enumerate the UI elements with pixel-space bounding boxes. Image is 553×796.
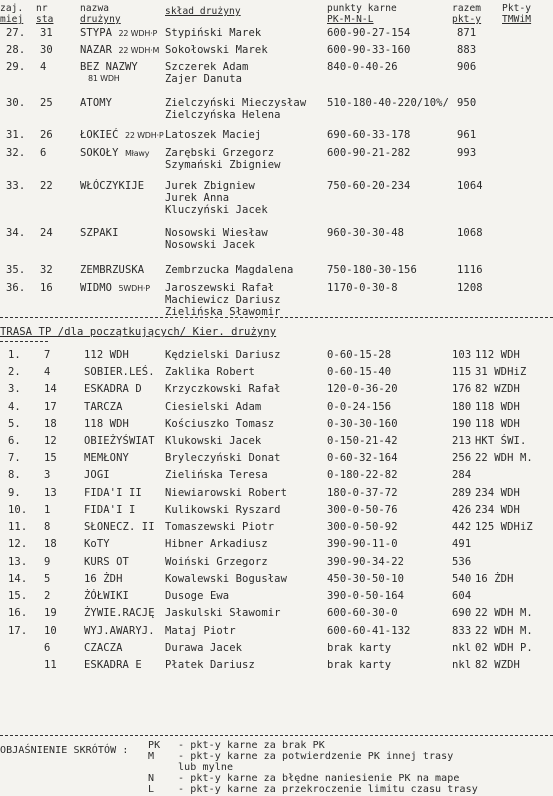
row-place: 8. (8, 469, 21, 481)
row-member-name: Machiewicz Dariusz (165, 294, 281, 306)
row-start-number: 4 (40, 61, 47, 73)
row-team-name: WYJ.AWARYJ. (84, 625, 155, 637)
row-start-number: 2 (44, 590, 51, 602)
row-team-name: ESKADRA E (84, 659, 142, 671)
header-extra: Pkt-y (502, 3, 532, 14)
row-member-name: Kościuszko Tomasz (165, 418, 275, 430)
row-start-number: 8 (44, 521, 51, 533)
section-2-title: TRASA TP /dla początkujących/ Kier. drużyny (0, 326, 277, 338)
row-start-number: 11 (44, 659, 57, 671)
row-team-name: NAZAR 22 WDH·M (80, 44, 160, 56)
row-team-name: WŁÓCZYKIJE (80, 180, 145, 192)
row-penalties: 0-60-32-164 (327, 452, 398, 464)
row-team-name: 118 WDH (84, 418, 129, 430)
row-team-name: SOKOŁY Mławy (80, 147, 150, 159)
row-member-name: Mataj Piotr (165, 625, 236, 637)
row-member-name: Stypiński Marek (165, 27, 262, 39)
row-start-number: 4 (44, 366, 51, 378)
row-start-number: 30 (40, 44, 53, 56)
row-penalties: 300-0-50-92 (327, 521, 398, 533)
row-member-name: Niewiarowski Robert (165, 487, 288, 499)
row-member-name: Latoszek Maciej (165, 129, 262, 141)
row-place: 10. (8, 504, 28, 516)
row-place: 29. (6, 61, 26, 73)
row-penalties: 0-30-30-160 (327, 418, 398, 430)
row-start-number: 26 (40, 129, 53, 141)
row-place: 17. (8, 625, 28, 637)
row-team-name: 16 ŻDH (84, 573, 123, 585)
row-team-name: SOBIER.LEŚ. (84, 366, 155, 378)
row-start-number: 12 (44, 435, 57, 447)
row-member-name: Zajer Danuta (165, 73, 243, 85)
row-team-name: 112 WDH (84, 349, 129, 361)
row-total: 540 (452, 573, 472, 585)
row-member-name: Kluczyński Jacek (165, 204, 268, 216)
header-place: zaj. (0, 3, 24, 14)
row-place: 1. (8, 349, 21, 361)
row-place: 15. (8, 590, 28, 602)
row-total: 1064 (457, 180, 483, 192)
row-total: 871 (457, 27, 477, 39)
row-member-name: Kędzielski Dariusz (165, 349, 281, 361)
row-member-name: Jurek Anna (165, 192, 230, 204)
row-penalties: 180-0-37-72 (327, 487, 398, 499)
row-penalties: 750-180-30-156 (327, 264, 417, 276)
header-members: skład drużyny (165, 6, 241, 17)
row-member-name: Zielińska Teresa (165, 469, 268, 481)
row-member-name: Jaroszewski Rafał (165, 282, 275, 294)
row-team-name: CZACZA (84, 642, 123, 654)
row-place: 12. (8, 538, 28, 550)
header-penalties: punkty karne (327, 3, 397, 14)
row-penalties: 0-180-22-82 (327, 469, 398, 481)
legend-key: L (148, 784, 155, 795)
row-member-name: Zembrzucka Magdalena (165, 264, 294, 276)
row-member-name: Durawa Jacek (165, 642, 243, 654)
row-start-number: 14 (44, 383, 57, 395)
row-total: 1116 (457, 264, 483, 276)
row-total: 426 (452, 504, 472, 516)
row-extra-points: 22 WDH M. (475, 452, 533, 464)
row-team-name: ŁOKIEĆ 22 WDH·P (80, 129, 164, 141)
row-member-name: Zielczyńska Helena (165, 109, 281, 121)
row-penalties: 0-0-24-156 (327, 401, 392, 413)
row-member-name: Bryleczyński Donat (165, 452, 281, 464)
row-place: 5. (8, 418, 21, 430)
row-place: 7. (8, 452, 21, 464)
legend-key: N (148, 773, 155, 784)
row-total: 961 (457, 129, 477, 141)
row-penalties: 390-0-50-164 (327, 590, 405, 602)
row-team-name: STYPA 22 WDH·P (80, 27, 158, 39)
header-start-2: sta (36, 14, 54, 25)
row-place: 28. (6, 44, 26, 56)
row-team-name: ESKADRA D (84, 383, 142, 395)
row-team-handwritten-note: 81 WDH (88, 74, 120, 83)
row-member-name: Woiński Grzegorz (165, 556, 268, 568)
row-total: 1068 (457, 227, 483, 239)
row-team-name: ATOMY (80, 97, 113, 109)
row-total: 442 (452, 521, 472, 533)
row-penalties: 0-150-21-42 (327, 435, 398, 447)
row-penalties: 390-90-11-0 (327, 538, 398, 550)
row-place: 36. (6, 282, 26, 294)
row-penalties: 750-60-20-234 (327, 180, 411, 192)
row-team-name: TARCZA (84, 401, 123, 413)
row-member-name: Tomaszewski Piotr (165, 521, 275, 533)
row-member-name: Jurek Zbigniew (165, 180, 255, 192)
row-start-number: 9 (44, 556, 51, 568)
row-place: 4. (8, 401, 21, 413)
row-total: 213 (452, 435, 472, 447)
row-total: 103 (452, 349, 472, 361)
legend-text: - pkt-y karne za przekroczenie limitu czasu trasy (178, 784, 478, 795)
header-extra-2: TMWiM (502, 14, 532, 25)
row-extra-points: 02 WDH P. (475, 642, 533, 654)
row-team-name: FIDA'I I (84, 504, 136, 516)
row-extra-points: HKT ŚWI. (475, 435, 527, 447)
row-place: 30. (6, 97, 26, 109)
row-penalties: 600-90-33-160 (327, 44, 411, 56)
header-team-2: drużyny (80, 14, 121, 25)
row-place: 6. (8, 435, 21, 447)
row-penalties: 690-60-33-178 (327, 129, 411, 141)
row-member-name: Zielczyński Mieczysław (165, 97, 307, 109)
row-extra-points: 82 WZDH (475, 383, 520, 395)
row-penalties: 120-0-36-20 (327, 383, 398, 395)
legend-text: lub mylne (178, 762, 234, 773)
row-total: 906 (457, 61, 477, 73)
row-start-number: 6 (44, 642, 51, 654)
row-penalties: 600-60-30-0 (327, 607, 398, 619)
row-start-number: 31 (40, 27, 53, 39)
row-team-handwritten-note: 22 WDH·P (118, 29, 158, 38)
row-total: 256 (452, 452, 472, 464)
legend-title: OBJAŚNIENIE SKRÓTÓW : (0, 745, 129, 756)
row-team-handwritten-note: Mławy (124, 149, 150, 158)
row-total: 115 (452, 366, 472, 378)
row-place: 13. (8, 556, 28, 568)
legend-text: - pkt-y karne za brak PK (178, 740, 325, 751)
row-penalties: 510-180-40-220/10%/ (327, 97, 450, 109)
row-penalties: 300-0-50-76 (327, 504, 398, 516)
row-team-name: WIDMO 5WDH·P (80, 282, 150, 294)
row-place: 27. (6, 27, 26, 39)
section-divider (0, 317, 553, 318)
row-total: 536 (452, 556, 472, 568)
row-member-name: Jaskulski Sławomir (165, 607, 281, 619)
row-start-number: 16 (40, 282, 53, 294)
row-place: 34. (6, 227, 26, 239)
row-start-number: 6 (40, 147, 47, 159)
row-total: 604 (452, 590, 472, 602)
row-penalties: brak karty (327, 642, 392, 654)
row-member-name: Kulikowski Ryszard (165, 504, 281, 516)
row-start-number: 19 (44, 607, 57, 619)
row-start-number: 1 (44, 504, 51, 516)
row-extra-points: 234 WDH (475, 504, 520, 516)
row-team-name: OBIEŻYŚWIAT (84, 435, 155, 447)
row-member-name: Kowalewski Bogusław (165, 573, 288, 585)
row-place: 32. (6, 147, 26, 159)
row-start-number: 10 (44, 625, 57, 637)
row-total: 950 (457, 97, 477, 109)
row-member-name: Szczerek Adam (165, 61, 249, 73)
header-team: nazwa (80, 3, 110, 14)
row-total: 190 (452, 418, 472, 430)
row-penalties: 1170-0-30-8 (327, 282, 398, 294)
row-place: 2. (8, 366, 21, 378)
row-extra-points: 22 WDH M. (475, 607, 533, 619)
row-team-name: SŁONECZ. II (84, 521, 155, 533)
row-start-number: 25 (40, 97, 53, 109)
row-extra-points: 82 WZDH (475, 659, 520, 671)
row-member-name: Zaklika Robert (165, 366, 255, 378)
title-underline-divider (0, 341, 48, 342)
row-total: 176 (452, 383, 472, 395)
header-penalties-2: PK-M-N-L (327, 14, 374, 25)
row-team-name: FIDA'I II (84, 487, 142, 499)
row-total: 690 (452, 607, 472, 619)
row-total: 491 (452, 538, 472, 550)
row-total: nkl (452, 659, 472, 671)
row-penalties: 450-30-50-10 (327, 573, 405, 585)
row-total: 833 (452, 625, 472, 637)
row-penalties: 960-30-30-48 (327, 227, 405, 239)
row-place: 9. (8, 487, 21, 499)
row-team-handwritten-note: 5WDH·P (118, 284, 150, 293)
row-team-name: ŻÓŁWIKI (84, 590, 129, 602)
row-place: 11. (8, 521, 28, 533)
row-extra-points: 234 WDH (475, 487, 520, 499)
row-extra-points: 16 ŻDH (475, 573, 514, 585)
row-total: 993 (457, 147, 477, 159)
row-total: 284 (452, 469, 472, 481)
row-start-number: 22 (40, 180, 53, 192)
row-start-number: 17 (44, 401, 57, 413)
header-place-2: miej (0, 14, 24, 25)
row-team-handwritten-note: 22 WDH·P (124, 131, 164, 140)
legend-divider (0, 735, 553, 736)
header-start: nr (36, 3, 48, 14)
row-member-name: Ciesielski Adam (165, 401, 262, 413)
header-total: razem (452, 3, 482, 14)
row-member-name: Sokołowski Marek (165, 44, 268, 56)
row-place: 16. (8, 607, 28, 619)
row-extra-points: 118 WDH (475, 418, 520, 430)
legend-key: M (148, 751, 155, 762)
row-place: 33. (6, 180, 26, 192)
row-start-number: 24 (40, 227, 53, 239)
row-team-name: KoTY (84, 538, 110, 550)
row-member-name: Płatek Dariusz (165, 659, 255, 671)
row-total: 1208 (457, 282, 483, 294)
row-team-name: ŻYWIE.RACJĘ (84, 607, 155, 619)
row-member-name: Nosowski Jacek (165, 239, 255, 251)
header-total-2: pkt-y (452, 14, 482, 25)
row-team-name: MEMŁONY (84, 452, 129, 464)
legend-key: PK (148, 740, 161, 751)
row-team-name: BEZ NAZWY (80, 61, 138, 73)
row-member-name: Zielińska Sławomir (165, 306, 281, 318)
row-member-name: Hibner Arkadiusz (165, 538, 268, 550)
row-penalties: 840-0-40-26 (327, 61, 398, 73)
row-member-name: Nosowski Wiesław (165, 227, 268, 239)
row-start-number: 7 (44, 349, 51, 361)
row-member-name: Zarębski Grzegorz (165, 147, 275, 159)
legend-text: - pkt-y karne za potwierdzenie PK innej trasy (178, 751, 454, 762)
row-team-name: ZEMBRZUSKA (80, 264, 145, 276)
row-place: 3. (8, 383, 21, 395)
row-member-name: Dusoge Ewa (165, 590, 230, 602)
row-place: 35. (6, 264, 26, 276)
row-team-handwritten-note: 22 WDH·M (118, 46, 160, 55)
row-start-number: 32 (40, 264, 53, 276)
row-extra-points: 118 WDH (475, 401, 520, 413)
row-member-name: Szymański Zbigniew (165, 159, 281, 171)
row-extra-points: 31 WDHiZ (475, 366, 527, 378)
row-penalties: 600-90-21-282 (327, 147, 411, 159)
row-team-name: SZPAKI (80, 227, 119, 239)
row-place: 14. (8, 573, 28, 585)
row-start-number: 18 (44, 538, 57, 550)
row-start-number: 18 (44, 418, 57, 430)
row-start-number: 5 (44, 573, 51, 585)
legend-text: - pkt-y karne za błędne naniesienie PK na mape (178, 773, 460, 784)
row-extra-points: 22 WDH M. (475, 625, 533, 637)
row-member-name: Krzyczkowski Rafał (165, 383, 281, 395)
row-total: nkl (452, 642, 472, 654)
row-total: 883 (457, 44, 477, 56)
row-extra-points: 125 WDHiZ (475, 521, 533, 533)
row-team-name: KURS OT (84, 556, 129, 568)
row-team-name: JOGI (84, 469, 110, 481)
row-member-name: Klukowski Jacek (165, 435, 262, 447)
row-extra-points: 112 WDH (475, 349, 520, 361)
row-penalties: 0-60-15-40 (327, 366, 392, 378)
row-penalties: 0-60-15-28 (327, 349, 392, 361)
row-total: 180 (452, 401, 472, 413)
row-penalties: brak karty (327, 659, 392, 671)
row-penalties: 600-90-27-154 (327, 27, 411, 39)
row-penalties: 390-90-34-22 (327, 556, 405, 568)
row-start-number: 3 (44, 469, 51, 481)
row-total: 289 (452, 487, 472, 499)
row-start-number: 15 (44, 452, 57, 464)
row-place: 31. (6, 129, 26, 141)
row-penalties: 600-60-41-132 (327, 625, 411, 637)
row-start-number: 13 (44, 487, 57, 499)
